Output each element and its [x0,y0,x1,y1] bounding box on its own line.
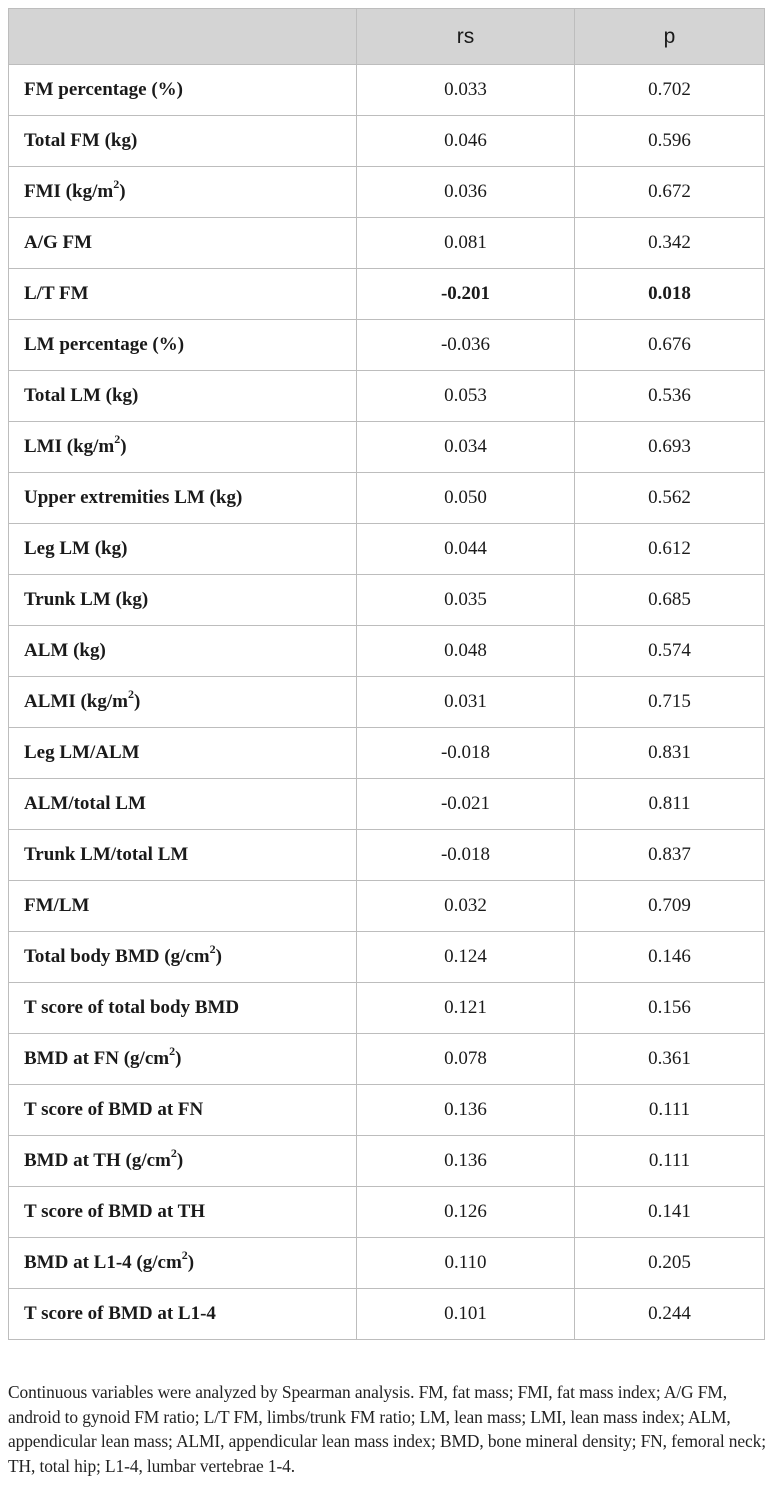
rs-value: 0.034 [357,422,575,473]
row-label [9,1085,357,1136]
p-value: 0.702 [575,65,765,116]
p-value: 0.536 [575,371,765,422]
p-value: 0.244 [575,1289,765,1340]
row-label-superscript: 2 [170,1145,177,1160]
rs-value: 0.110 [357,1238,575,1289]
header-row [9,9,765,65]
rs-value: -0.036 [357,320,575,371]
row-label [9,473,357,524]
rs-value: 0.078 [357,1034,575,1085]
row-label [9,881,357,932]
rs-value: 0.124 [357,932,575,983]
table-row [9,1289,765,1340]
table-row [9,1136,765,1187]
header-p: p [575,9,765,65]
row-label [9,932,357,983]
table-row [9,371,765,422]
row-label-suffix: ) [133,691,141,712]
row-label-text: Trunk LM/total LM [24,844,189,865]
row-label [9,422,357,473]
row-label [9,371,357,422]
table-body [9,65,765,1340]
row-label-text: T score of BMD at FN [24,1099,204,1120]
table-row [9,65,765,116]
row-label-suffix: ) [176,1150,184,1171]
row-label [9,1187,357,1238]
table-row [9,422,765,473]
row-label-text: Trunk LM (kg) [24,589,149,610]
table-row [9,1034,765,1085]
rs-value: -0.021 [357,779,575,830]
rs-value: 0.035 [357,575,575,626]
table-row [9,779,765,830]
p-value: 0.205 [575,1238,765,1289]
row-label [9,65,357,116]
row-label-suffix: ) [187,1252,195,1273]
row-label-text: BMD at FN (g/cm [24,1048,170,1069]
rs-value: 0.036 [357,167,575,218]
p-value: 0.562 [575,473,765,524]
table-row [9,881,765,932]
rs-value: -0.018 [357,728,575,779]
table-row [9,269,765,320]
table-row [9,473,765,524]
row-label-text: T score of BMD at L1-4 [24,1303,216,1324]
row-label [9,728,357,779]
row-label [9,1034,357,1085]
table-row [9,677,765,728]
table-header [9,9,765,65]
row-label-suffix: ) [175,1048,182,1069]
rs-value: 0.033 [357,65,575,116]
table-row [9,1187,765,1238]
row-label-text: FMI (kg/m [24,181,114,202]
p-value: 0.831 [575,728,765,779]
table-row [9,983,765,1034]
rs-value: 0.031 [357,677,575,728]
rs-value: 0.101 [357,1289,575,1340]
row-label-text: T score of BMD at TH [24,1201,206,1222]
row-label-text: ALM/total LM [24,793,146,814]
row-label [9,626,357,677]
correlation-table-container [8,8,764,1340]
row-label-text: Total FM (kg) [24,130,138,151]
row-label-text: LMI (kg/m [24,436,115,457]
p-value: 0.837 [575,830,765,881]
row-label [9,1238,357,1289]
rs-value: -0.018 [357,830,575,881]
row-label-text: Leg LM/ALM [24,742,140,763]
p-value: 0.709 [575,881,765,932]
header-rs: rs [357,9,575,65]
row-label [9,269,357,320]
row-label-text: L/T FM [24,283,89,304]
p-value: 0.672 [575,167,765,218]
correlation-table [8,8,765,1340]
row-label [9,677,357,728]
row-label-text: A/G FM [24,232,93,253]
rs-value: 0.136 [357,1085,575,1136]
rs-value: 0.121 [357,983,575,1034]
rs-value: 0.053 [357,371,575,422]
p-value: 0.693 [575,422,765,473]
p-value: 0.676 [575,320,765,371]
rs-value: 0.126 [357,1187,575,1238]
p-value: 0.342 [575,218,765,269]
row-label-superscript: 2 [113,176,120,191]
p-value: 0.111 [575,1085,765,1136]
row-label-text: ALMI (kg/m [24,691,128,712]
table-row [9,320,765,371]
row-label [9,116,357,167]
p-value: 0.111 [575,1136,765,1187]
row-label [9,983,357,1034]
row-label-text: BMD at TH (g/cm [24,1150,171,1171]
row-label [9,320,357,371]
table-row [9,932,765,983]
table-row [9,1085,765,1136]
row-label-text: T score of total body BMD [24,997,240,1018]
rs-value: 0.046 [357,116,575,167]
table-footnote: Continuous variables were analyzed by Spearman analysis. FM, fat mass; FMI, fat mass index; A/G FM, android to gynoid FM ratio; L/T FM, limbs/trunk FM ratio; LM, lean mass; LMI, lean mass index; ALM, appendicular lean mass; ALMI, appendicular lean mass index; BMD, bone mineral density; FN, femoral neck; TH, total hip; L1-4, lumbar vertebrae 1-4. [8,1382,766,1476]
p-value: 0.361 [575,1034,765,1085]
table-row [9,626,765,677]
row-label-text: Total LM (kg) [24,385,139,406]
row-label-text: ALM (kg) [24,640,106,661]
p-value: 0.612 [575,524,765,575]
p-value: 0.811 [575,779,765,830]
table-row [9,524,765,575]
rs-value: 0.081 [357,218,575,269]
rs-value: -0.201 [357,269,575,320]
rs-value: 0.050 [357,473,575,524]
p-value: 0.596 [575,116,765,167]
row-label-suffix: ) [120,436,127,457]
p-value: 0.156 [575,983,765,1034]
table-row [9,575,765,626]
row-label-superscript: 2 [114,431,121,446]
row-label-superscript: 2 [209,941,216,956]
rs-value: 0.048 [357,626,575,677]
row-label-suffix: ) [215,946,222,967]
row-label-text: FM percentage (%) [24,79,183,100]
row-label-superscript: 2 [127,686,134,701]
row-label [9,167,357,218]
row-label [9,830,357,881]
row-label-text: Upper extremities LM (kg) [24,487,243,508]
header-variable [9,9,357,65]
table-row [9,1238,765,1289]
table-row [9,167,765,218]
p-value: 0.685 [575,575,765,626]
p-value: 0.715 [575,677,765,728]
p-value: 0.574 [575,626,765,677]
table-row [9,116,765,167]
row-label [9,779,357,830]
row-label-text: Leg LM (kg) [24,538,128,559]
row-label [9,575,357,626]
table-row [9,830,765,881]
row-label [9,218,357,269]
table-row [9,218,765,269]
rs-value: 0.044 [357,524,575,575]
row-label-text: FM/LM [24,895,90,916]
table-row [9,728,765,779]
row-label [9,524,357,575]
rs-value: 0.032 [357,881,575,932]
row-label-superscript: 2 [181,1247,188,1262]
row-label [9,1289,357,1340]
row-label-suffix: ) [119,181,126,202]
row-label-superscript: 2 [169,1043,176,1058]
row-label [9,1136,357,1187]
row-label-text: LM percentage (%) [24,334,185,355]
row-label-text: BMD at L1-4 (g/cm [24,1252,182,1273]
rs-value: 0.136 [357,1136,575,1187]
p-value: 0.146 [575,932,765,983]
p-value: 0.141 [575,1187,765,1238]
row-label-text: Total body BMD (g/cm [24,946,210,967]
p-value: 0.018 [575,269,765,320]
